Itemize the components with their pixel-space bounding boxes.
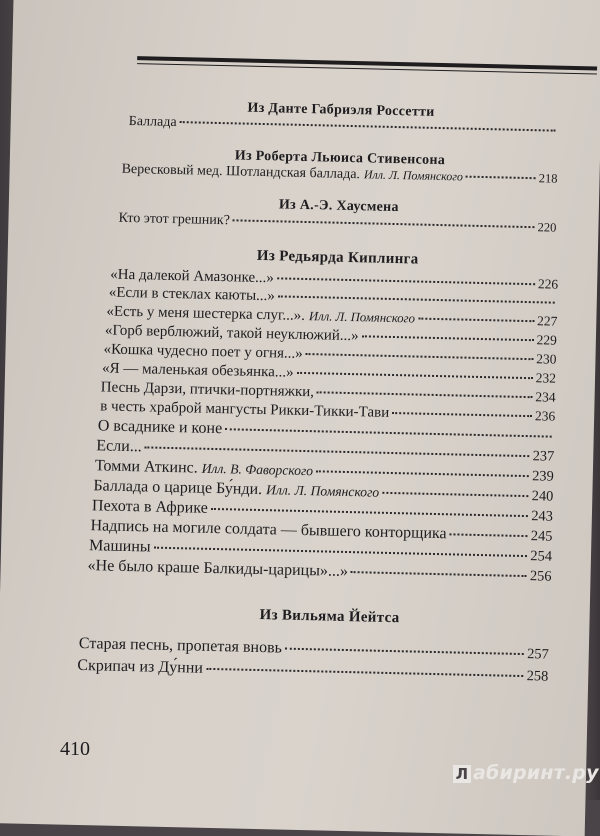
entry-title: Кто этот грешник? [118,210,231,229]
entry-title: Пехота в Африке [91,497,209,517]
leader-dots [382,492,529,497]
entry-page: 218 [538,171,558,186]
entry-title: Машины [88,537,151,556]
entry-page: 220 [537,220,557,235]
leader-dots [392,412,532,417]
page-number: 410 [60,738,90,760]
leader-dots [316,470,529,477]
section-heading: Из А.-Э. Хаусмена [278,197,399,216]
entry-page: 254 [530,548,553,565]
leader-dots [180,121,556,132]
section-heading: Из Редьярда Киплинга [256,247,419,268]
entry-title: Томми Аткинс. [94,457,198,477]
leader-dots [317,391,532,398]
leader-dots [154,547,528,557]
leader-dots [225,428,552,437]
entry-title: «Горб верблюжий, такой неуклюжий...» [104,322,359,345]
entry-title: в честь храброй мангусты Рикки-Тикки-Тави [100,398,390,421]
leader-dots [306,353,534,360]
entry-page: 229 [536,332,558,348]
entry-title: «На далекой Амазонке...» [110,266,275,287]
entry-page: 237 [532,448,555,465]
entry-page: 234 [535,389,556,405]
section-heading: Из Данте Габриэля Россетти [247,100,435,120]
entry-page: 236 [534,408,556,424]
leader-dots [206,668,524,677]
entry-page: 258 [526,668,549,685]
entry-title: Если... [96,437,142,456]
watermark [453,762,599,784]
section-heading: Из Вильяма Йейтса [259,607,400,627]
entry-illustrator: Илл. Л. Помянского [308,309,416,326]
entry-title: Вересковый мед. Шотландская баллада. [121,161,361,183]
leader-dots [450,533,528,537]
entry-page: 230 [536,351,557,367]
leader-dots [351,571,527,577]
leader-dots [277,277,535,285]
leader-dots [278,295,555,303]
entry-title: О всаднике и коне [97,417,223,438]
entry-title: Старая песнь, пропетая вновь [78,634,283,657]
leader-dots [285,648,524,655]
entry-title: Баллада [128,113,177,131]
entry-title: Скрипач из Ду́нни [77,656,204,677]
entry-page: 240 [531,488,554,505]
entry-page: 257 [526,646,549,663]
entry-illustrator: Илл. В. Фаворского [201,460,314,479]
labirint-logo-icon: Л [453,765,471,783]
leader-dots [211,508,529,517]
entry-title: «Не было краше Балкиды-царицы»...» [87,557,349,581]
entry-page: 226 [537,276,559,292]
entry-title: Надпись на могиле солдата — бывшего конторщика [90,517,447,543]
entry-page: 243 [531,508,554,525]
entry-page: 239 [532,468,554,485]
leader-dots [418,318,534,323]
entry-title: «Я — маленькая обезьянка...» [101,360,294,381]
watermark-text: абиринт.ру [473,762,599,784]
leader-dots [233,219,535,228]
entry-illustrator: Илл. Л. Помянского [265,482,380,500]
entry-illustrator: Илл. Л. Помянского [363,167,464,184]
entry-page: 232 [535,370,557,386]
entry-page: 227 [536,313,558,329]
entry-page: 245 [530,528,553,545]
entry-page: 256 [529,568,552,585]
entry-title: «Кошка чудесно поет у огня...» [103,341,303,362]
leader-dots [145,446,530,457]
section-heading: Из Роберта Льюиса Стивенсона [234,148,446,169]
entry-title: Песнь Дарзи, птички-портняжки, [100,379,315,401]
leader-dots [362,335,534,341]
entry-title: «Если в стеклах каюты...» [108,284,276,305]
entry-title: «Есть у меня шестерка слуг...». [106,303,306,324]
leader-dots [466,176,536,180]
leader-dots [297,372,533,379]
entry-title: Баллада о царице Бу́нди. [93,477,263,499]
